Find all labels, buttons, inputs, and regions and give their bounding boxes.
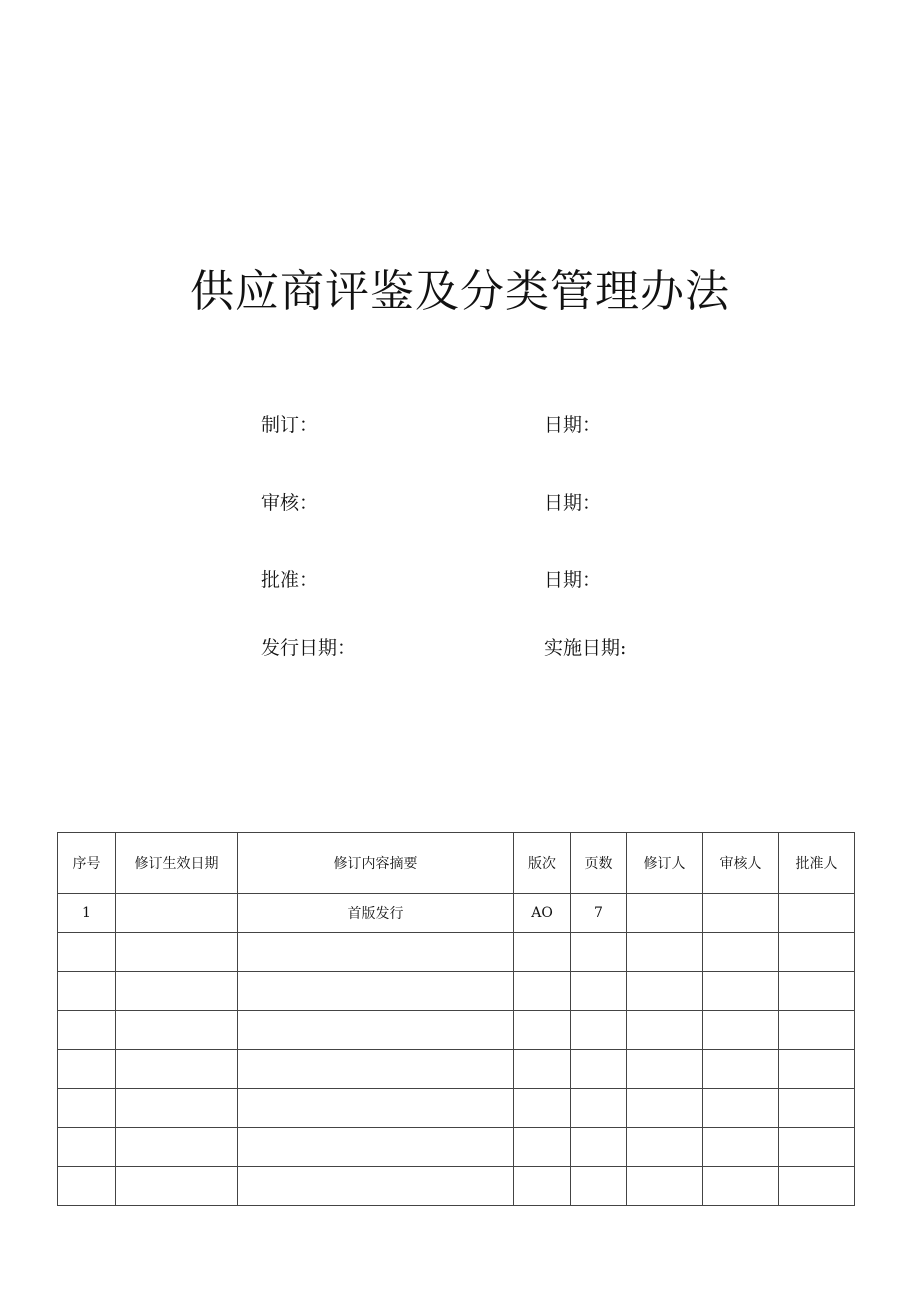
table-cell (238, 1089, 514, 1128)
table-cell (571, 1128, 627, 1167)
table-cell (116, 972, 238, 1011)
table-cell: 1 (58, 894, 116, 933)
drafted-by-label: 制订： (261, 414, 319, 436)
table-cell (779, 972, 855, 1011)
table-cell (116, 933, 238, 972)
table-cell (627, 1011, 703, 1050)
table-cell (627, 1167, 703, 1206)
table-cell: 修订内容摘要 (238, 833, 514, 894)
table-cell: 修订生效日期 (116, 833, 238, 894)
table-cell (238, 1167, 514, 1206)
table-row (58, 933, 855, 972)
table-cell (571, 1167, 627, 1206)
table-cell (238, 1011, 514, 1050)
table-cell (627, 894, 703, 933)
table-cell (703, 1167, 779, 1206)
table-cell (514, 1128, 571, 1167)
table-cell (627, 1050, 703, 1089)
table-cell (514, 972, 571, 1011)
table-cell: 批准人 (779, 833, 855, 894)
table-cell (571, 1089, 627, 1128)
table-cell (238, 972, 514, 1011)
table-cell: 首版发行 (238, 894, 514, 933)
table-cell (779, 933, 855, 972)
table-cell (116, 1050, 238, 1089)
table-cell (238, 1128, 514, 1167)
table-cell (703, 894, 779, 933)
table-row (58, 1167, 855, 1206)
table-cell: 页数 (571, 833, 627, 894)
table-cell (779, 1011, 855, 1050)
table-cell (116, 1128, 238, 1167)
table-cell (627, 1089, 703, 1128)
table-cell (58, 1128, 116, 1167)
table-cell: 版次 (514, 833, 571, 894)
reviewed-by-label: 审核： (261, 492, 319, 514)
table-cell (116, 1011, 238, 1050)
table-cell (703, 1050, 779, 1089)
table-cell (703, 933, 779, 972)
approved-date-label: 日期： (544, 569, 602, 591)
table-cell (779, 1167, 855, 1206)
reviewed-date-label: 日期： (544, 492, 602, 514)
table-cell (627, 933, 703, 972)
table-cell (703, 1011, 779, 1050)
drafted-date-label: 日期： (544, 414, 602, 436)
table-cell (58, 1011, 116, 1050)
table-cell (116, 1089, 238, 1128)
table-cell (627, 1128, 703, 1167)
table-cell (703, 972, 779, 1011)
table-row (58, 894, 855, 933)
table-row (58, 1089, 855, 1128)
table-cell (116, 1167, 238, 1206)
table-header-row (58, 833, 855, 894)
table-cell (58, 933, 116, 972)
table-row (58, 1011, 855, 1050)
table-cell (58, 1050, 116, 1089)
table-cell (514, 1167, 571, 1206)
document-title: 供应商评鉴及分类管理办法 (190, 266, 730, 317)
table-row (58, 1050, 855, 1089)
table-cell (779, 1089, 855, 1128)
table-cell: AO (514, 894, 571, 933)
table-cell (58, 1167, 116, 1206)
table-cell (514, 1089, 571, 1128)
table-cell (514, 933, 571, 972)
table-cell (571, 1050, 627, 1089)
table-row (58, 1128, 855, 1167)
table-cell (571, 1011, 627, 1050)
table-cell: 修订人 (627, 833, 703, 894)
effective-date-label: 实施日期: (544, 637, 627, 659)
table-cell (703, 1089, 779, 1128)
table-cell (58, 972, 116, 1011)
table-cell: 序号 (58, 833, 116, 894)
issue-date-label: 发行日期： (261, 637, 357, 659)
table-cell (703, 1128, 779, 1167)
revision-table (57, 832, 855, 1206)
table-cell: 审核人 (703, 833, 779, 894)
table-cell (116, 894, 238, 933)
table-cell (238, 933, 514, 972)
table-cell (514, 1011, 571, 1050)
table-cell (238, 1050, 514, 1089)
table-cell (514, 1050, 571, 1089)
table-cell (779, 1128, 855, 1167)
table-cell (779, 1050, 855, 1089)
table-cell (571, 972, 627, 1011)
table-cell (779, 894, 855, 933)
table-row (58, 972, 855, 1011)
table-cell (571, 933, 627, 972)
approved-by-label: 批准： (261, 569, 319, 591)
table-cell (627, 972, 703, 1011)
table-cell (58, 1089, 116, 1128)
table-cell: 7 (571, 894, 627, 933)
